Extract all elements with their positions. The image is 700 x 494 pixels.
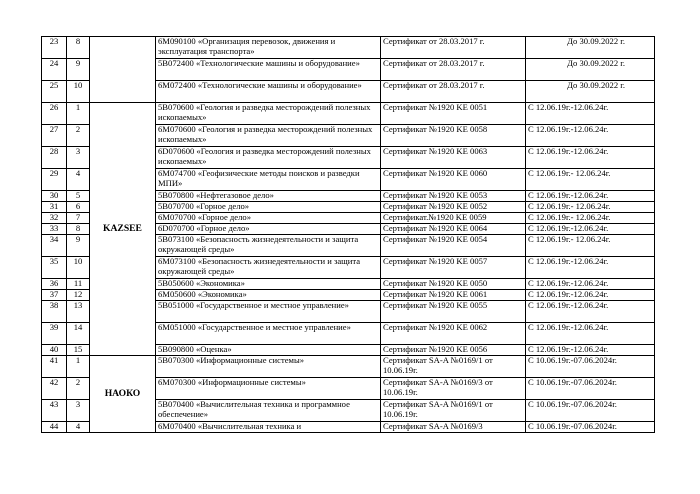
validity-cell: С 12.06.19г.- 12.06.24г. <box>526 213 655 224</box>
validity-cell: С 12.06.19г.-12.06.24г. <box>526 345 655 356</box>
program-cell: 6М072400 «Технологические машины и оборудование» <box>156 81 381 103</box>
sub-number-cell: 10 <box>67 257 90 279</box>
row-number-cell: 25 <box>42 81 67 103</box>
certificate-cell: Сертификат.№1920 KE 0059 <box>381 213 526 224</box>
validity-cell: С 12.06.19г.- 12.06.24г. <box>526 169 655 191</box>
row-number-cell: 30 <box>42 191 67 202</box>
row-number-cell: 29 <box>42 169 67 191</box>
program-cell: 5В070600 «Геология и разведка месторождений полезных ископаемых» <box>156 103 381 125</box>
certificate-cell: Сертификат SA-A №0169/3 от 10.06.19г. <box>381 378 526 400</box>
validity-cell: С 12.06.19г.- 12.06.24г. <box>526 202 655 213</box>
validity-cell: До 30.09.2022 г. <box>526 59 655 81</box>
row-number-cell: 38 <box>42 301 67 323</box>
row-number-cell: 32 <box>42 213 67 224</box>
validity-cell: С 10.06.19г.-07.06.2024г. <box>526 356 655 378</box>
program-cell: 5В070300 «Информационные системы» <box>156 356 381 378</box>
certificate-cell: Сертификат №1920 KE 0060 <box>381 169 526 191</box>
organization-cell-naoko: НАОКО <box>90 356 156 433</box>
certificate-cell: Сертификат №1920 KE 0064 <box>381 224 526 235</box>
validity-cell: До 30.09.2022 г. <box>526 37 655 59</box>
accreditation-table <box>41 36 655 433</box>
sub-number-cell: 11 <box>67 279 90 290</box>
row-number-cell: 39 <box>42 323 67 345</box>
program-cell: 6D070700 «Горное дело» <box>156 224 381 235</box>
validity-cell: С 12.06.19г.-12.06.24г. <box>526 290 655 301</box>
certificate-cell: Сертификат №1920 KE 0050 <box>381 279 526 290</box>
table-row <box>42 37 655 59</box>
certificate-cell: Сертификат SA-A №0169/1 от 10.06.19г. <box>381 400 526 422</box>
program-cell: 6М051000 «Государственное и местное управление» <box>156 323 381 345</box>
sub-number-cell: 9 <box>67 59 90 81</box>
program-cell: 5В073100 «Безопасность жизнедеятельности и защита окружающей среды» <box>156 235 381 257</box>
certificate-cell: Сертификат №1920 KE 0054 <box>381 235 526 257</box>
sub-number-cell: 7 <box>67 213 90 224</box>
certificate-cell: Сертификат №1920 KE 0053 <box>381 191 526 202</box>
table-row <box>42 103 655 125</box>
row-number-cell: 27 <box>42 125 67 147</box>
table-body <box>42 37 655 433</box>
program-cell: 5В072400 «Технологические машины и оборудование» <box>156 59 381 81</box>
organization-cell-kazsee: KAZSEE <box>90 103 156 356</box>
row-number-cell: 28 <box>42 147 67 169</box>
row-number-cell: 35 <box>42 257 67 279</box>
sub-number-cell: 14 <box>67 323 90 345</box>
validity-cell: С 10.06.19г.-07.06.2024г. <box>526 422 655 433</box>
row-number-cell: 33 <box>42 224 67 235</box>
sub-number-cell: 2 <box>67 378 90 400</box>
certificate-cell: Сертификат №1920 KE 0062 <box>381 323 526 345</box>
certificate-cell: Сертификат от 28.03.2017 г. <box>381 81 526 103</box>
validity-cell: С 12.06.19г.-12.06.24г. <box>526 323 655 345</box>
sub-number-cell: 5 <box>67 191 90 202</box>
program-cell: 5В051000 «Государственное и местное управление» <box>156 301 381 323</box>
program-cell: 6М090100 «Организация перевозок, движения и эксплуатация транспорта» <box>156 37 381 59</box>
certificate-cell: Сертификат №1920 KE 0058 <box>381 125 526 147</box>
certificate-cell: Сертификат №1920 KE 0052 <box>381 202 526 213</box>
program-cell: 5В070400 «Вычислительная техника и программное обеспечение» <box>156 400 381 422</box>
certificate-cell: Сертификат №1920 KE 0051 <box>381 103 526 125</box>
program-cell: 6М070300 «Информационные системы» <box>156 378 381 400</box>
organization-cell-empty <box>90 37 156 103</box>
certificate-cell: Сертификат №1920 KE 0061 <box>381 290 526 301</box>
program-cell: 5В070700 «Горное дело» <box>156 202 381 213</box>
table-row <box>42 356 655 378</box>
program-cell: 5В070800 «Нефтегазовое дело» <box>156 191 381 202</box>
sub-number-cell: 8 <box>67 224 90 235</box>
validity-cell: С 12.06.19г.-12.06.24г. <box>526 257 655 279</box>
row-number-cell: 31 <box>42 202 67 213</box>
certificate-cell: Сертификат №1920 KE 0063 <box>381 147 526 169</box>
sub-number-cell: 9 <box>67 235 90 257</box>
row-number-cell: 36 <box>42 279 67 290</box>
sub-number-cell: 1 <box>67 356 90 378</box>
validity-cell: С 10.06.19г.-07.06.2024г. <box>526 400 655 422</box>
sub-number-cell: 12 <box>67 290 90 301</box>
validity-cell: С 12.06.19г.- 12.06.24г. <box>526 235 655 257</box>
row-number-cell: 24 <box>42 59 67 81</box>
certificate-cell: Сертификат SA-A №0169/3 <box>381 422 526 433</box>
sub-number-cell: 4 <box>67 169 90 191</box>
row-number-cell: 40 <box>42 345 67 356</box>
certificate-cell: Сертификат №1920 KE 0055 <box>381 301 526 323</box>
certificate-cell: Сертификат от 28.03.2017 г. <box>381 37 526 59</box>
program-cell: 6М050600 «Экономика» <box>156 290 381 301</box>
sub-number-cell: 3 <box>67 147 90 169</box>
program-cell: 6М074700 «Геофизические методы поисков и разведки МПИ» <box>156 169 381 191</box>
validity-cell: До 30.09.2022 г. <box>526 81 655 103</box>
row-number-cell: 23 <box>42 37 67 59</box>
program-cell: 5В090800 «Оценка» <box>156 345 381 356</box>
sub-number-cell: 13 <box>67 301 90 323</box>
sub-number-cell: 4 <box>67 422 90 433</box>
validity-cell: С 12.06.19г.-12.06.24г. <box>526 125 655 147</box>
sub-number-cell: 2 <box>67 125 90 147</box>
row-number-cell: 37 <box>42 290 67 301</box>
validity-cell: С 12.06.19г.-12.06.24г. <box>526 301 655 323</box>
program-cell: 5В050600 «Экономика» <box>156 279 381 290</box>
program-cell: 6М070600 «Геология и разведка месторождений полезных ископаемых» <box>156 125 381 147</box>
sub-number-cell: 6 <box>67 202 90 213</box>
validity-cell: С 12.06.19г.-12.06.24г. <box>526 191 655 202</box>
validity-cell: С 12.06.19г.-12.06.24г. <box>526 279 655 290</box>
row-number-cell: 41 <box>42 356 67 378</box>
validity-cell: С 12.06.19г.-12.06.24г. <box>526 147 655 169</box>
row-number-cell: 43 <box>42 400 67 422</box>
row-number-cell: 34 <box>42 235 67 257</box>
certificate-cell: Сертификат №1920 KE 0057 <box>381 257 526 279</box>
certificate-cell: Сертификат от 28.03.2017 г. <box>381 59 526 81</box>
validity-cell: С 10.06.19г.-07.06.2024г. <box>526 378 655 400</box>
program-cell: 6М073100 «Безопасность жизнедеятельности и защита окружающей среды» <box>156 257 381 279</box>
certificate-cell: Сертификат №1920 KE 0056 <box>381 345 526 356</box>
certificate-cell: Сертификат SA-A №0169/1 от 10.06.19г. <box>381 356 526 378</box>
sub-number-cell: 10 <box>67 81 90 103</box>
sub-number-cell: 1 <box>67 103 90 125</box>
sub-number-cell: 3 <box>67 400 90 422</box>
program-cell: 6М070400 «Вычислительная техника и <box>156 422 381 433</box>
sub-number-cell: 15 <box>67 345 90 356</box>
program-cell: 6М070700 «Горное дело» <box>156 213 381 224</box>
row-number-cell: 42 <box>42 378 67 400</box>
sub-number-cell: 8 <box>67 37 90 59</box>
validity-cell: С 12.06.19г.-12.06.24г. <box>526 224 655 235</box>
validity-cell: С 12.06.19г.-12.06.24г. <box>526 103 655 125</box>
row-number-cell: 26 <box>42 103 67 125</box>
program-cell: 6D070600 «Геология и разведка месторождений полезных ископаемых» <box>156 147 381 169</box>
row-number-cell: 44 <box>42 422 67 433</box>
